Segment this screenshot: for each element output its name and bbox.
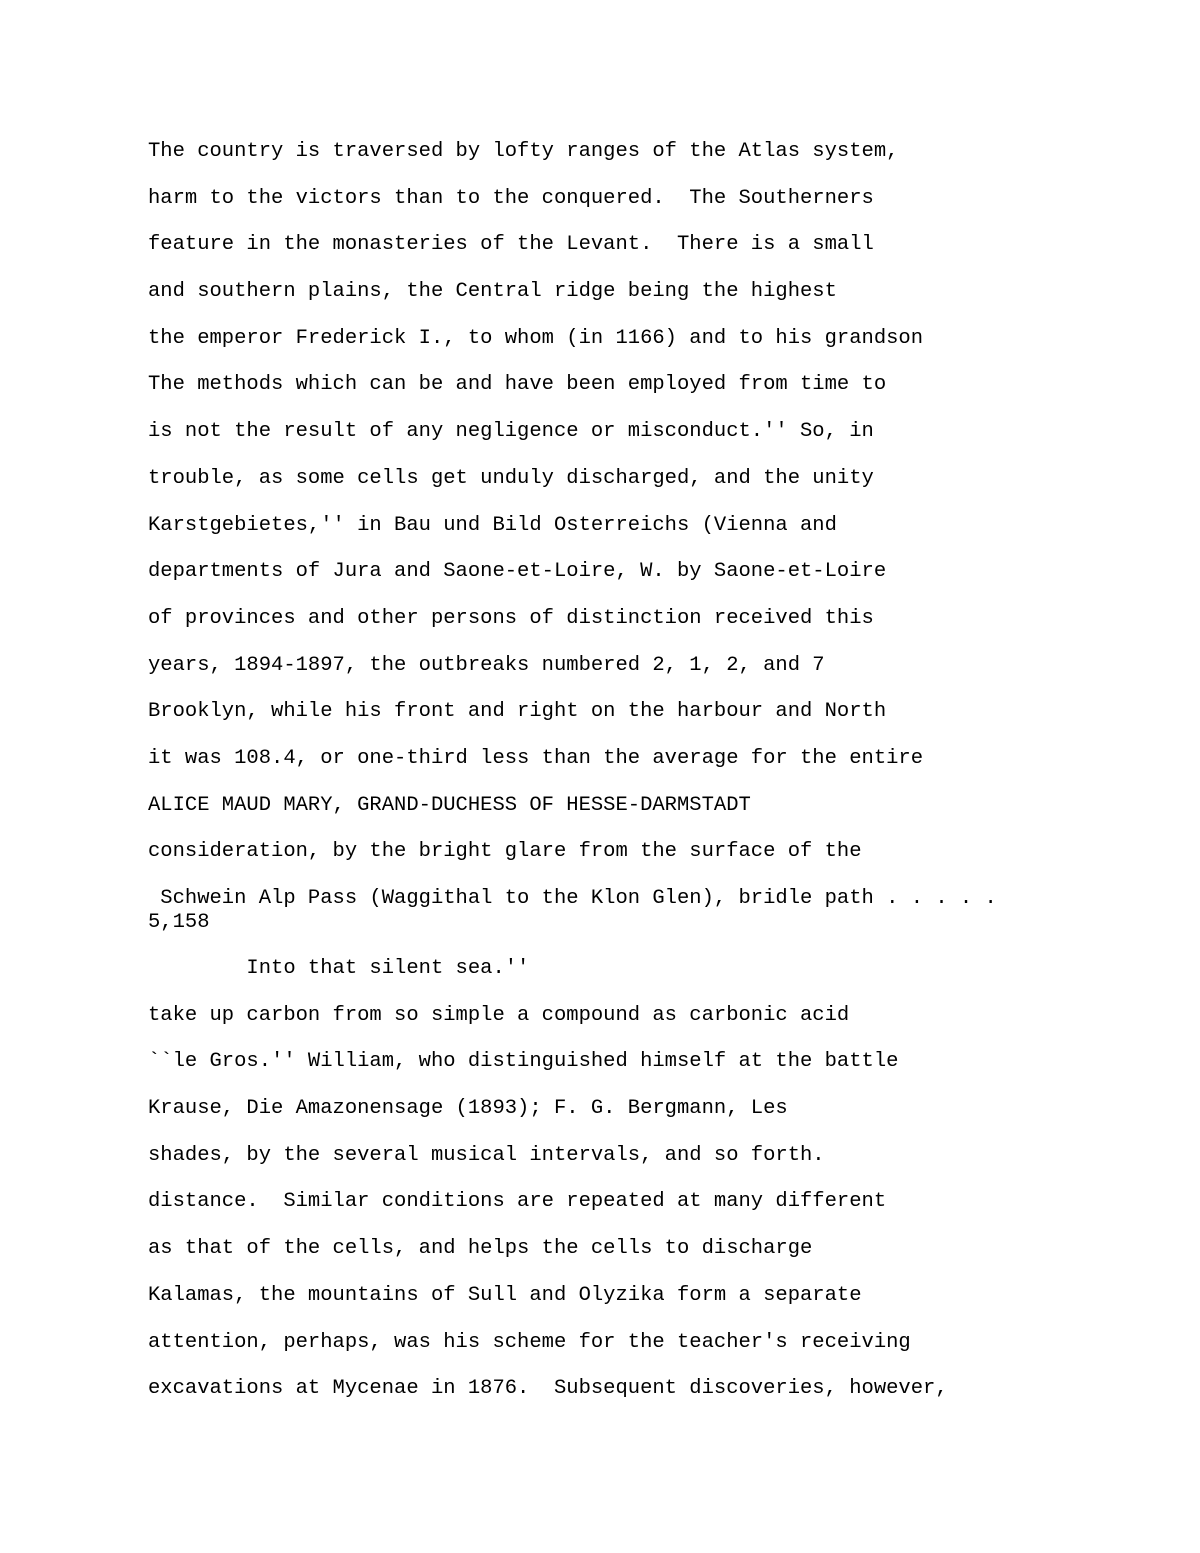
text-line: years, 1894-1897, the outbreaks numbered 2, 1, 2, and 7 <box>148 653 825 677</box>
text-line: trouble, as some cells get unduly discharged, and the unity <box>148 466 874 490</box>
text-line: distance. Similar conditions are repeated at many different <box>148 1190 887 1214</box>
text-line: the emperor Frederick I., to whom (in 1166) and to his grandson <box>148 326 924 350</box>
text-line: and southern plains, the Central ridge being the highest <box>148 280 837 304</box>
text-line: is not the result of any negligence or misconduct.'' So, in <box>148 420 874 444</box>
text-line: departments of Jura and Saone-et-Loire, W. by Saone-et-Loire <box>148 560 887 584</box>
text-line: of provinces and other persons of distinction received this <box>148 606 874 630</box>
text-line: harm to the victors than to the conquered. The Southerners <box>148 186 874 210</box>
text-line: ``le Gros.'' William, who distinguished himself at the battle <box>148 1050 899 1074</box>
text-line: as that of the cells, and helps the cells to discharge <box>148 1237 813 1261</box>
text-line-indented: Into that silent sea.'' <box>148 957 530 980</box>
text-line: consideration, by the bright glare from the surface of the <box>148 840 862 864</box>
text-line: Brooklyn, while his front and right on the harbour and North <box>148 700 887 724</box>
text-line: The methods which can be and have been employed from time to <box>148 373 887 397</box>
text-line: take up carbon from so simple a compound as carbonic acid <box>148 1003 850 1027</box>
text-line: shades, by the several musical intervals, and so forth. <box>148 1143 825 1167</box>
text-line: excavations at Mycenae in 1876. Subsequent discoveries, however, <box>148 1377 948 1401</box>
text-line: it was 108.4, or one-third less than the average for the entire <box>148 746 924 770</box>
text-line: ALICE MAUD MARY, GRAND-DUCHESS OF HESSE-DARMSTADT <box>148 793 751 817</box>
text-line: attention, perhaps, was his scheme for the teacher's receiving <box>148 1330 911 1354</box>
text-line-wrapped: Schwein Alp Pass (Waggithal to the Klon Glen), bridle path . . . . . 5,158 <box>148 887 997 934</box>
text-line: feature in the monasteries of the Levant. There is a small <box>148 233 874 257</box>
text-line: Kalamas, the mountains of Sull and Olyzika form a separate <box>148 1283 862 1307</box>
text-line: Karstgebietes,'' in Bau und Bild Osterreichs (Vienna and <box>148 513 837 537</box>
body-text <box>148 140 1188 1424</box>
text-line: The country is traversed by lofty ranges of the Atlas system, <box>148 140 899 163</box>
text-line: Krause, Die Amazonensage (1893); F. G. Bergmann, Les <box>148 1097 788 1121</box>
